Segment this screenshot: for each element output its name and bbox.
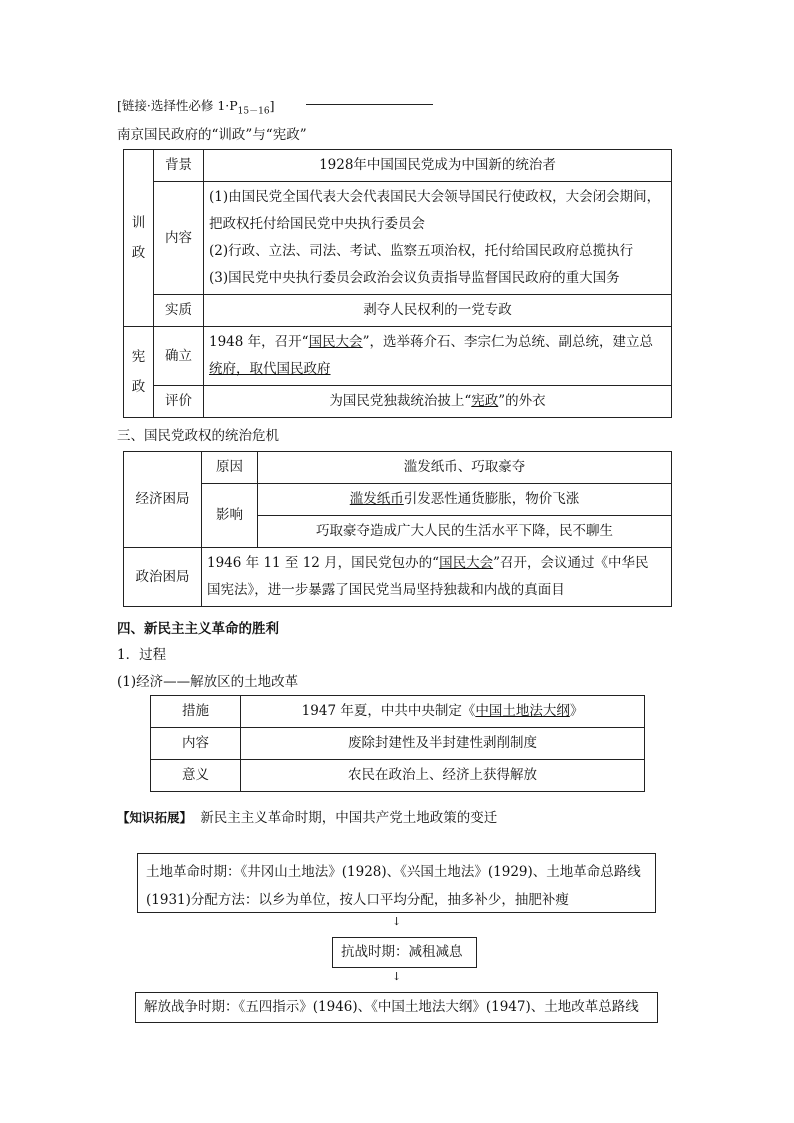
- knowledge-title: 新民主主义革命时期，中国共产党土地政策的变迁: [200, 810, 498, 826]
- evaluation-label: 评价: [154, 386, 204, 418]
- land-reform-table: [150, 695, 645, 792]
- link-ref-pages: 15－16: [237, 106, 270, 117]
- crisis-table: [123, 451, 672, 607]
- table-row: [124, 150, 672, 182]
- background-label: 背景: [154, 150, 204, 182]
- impact-value-2: 巧取豪夺造成广大人民的生活水平下降，民不聊生: [258, 516, 672, 548]
- measures-value: 1947 年夏，中共中央制定《中国土地法大纲》: [241, 696, 645, 728]
- establish-label: 确立: [154, 327, 204, 386]
- xianzheng-label: 宪 政: [124, 327, 154, 418]
- meaning-label: 意义: [151, 760, 241, 792]
- section4-heading: 四、新民主主义革命的胜利: [117, 621, 279, 637]
- process-subheading: 1．过程: [117, 647, 167, 663]
- background-value: 1928年中国国民党成为中国新的统治者: [204, 150, 672, 182]
- impact-label: 影响: [202, 484, 258, 548]
- land-revolution-box: 土地革命时期：《井冈山土地法》(1928)、《兴国土地法》(1929)、土地革命总路线 (1931)分配方法：以乡为单位，按人口平均分配，抽多补少，抽肥补瘦: [137, 853, 656, 913]
- down-arrow-icon: ↓: [392, 915, 402, 928]
- link-ref-rule: [306, 104, 433, 105]
- link-ref-prefix: [链接·选择性必修 1·P: [117, 98, 238, 113]
- land-content-value: 废除封建性及半封建性剥削制度: [241, 728, 645, 760]
- reason-label: 原因: [202, 452, 258, 484]
- economy-subheading: (1)经济——解放区的土地改革: [117, 674, 299, 690]
- establish-value: 1948 年，召开“国民大会”，选举蒋介石、李宗仁为总统、副总统，建立总 统府，取代国民政府: [204, 327, 672, 386]
- evaluation-value: 为国民党独裁统治披上“宪政”的外衣: [204, 386, 672, 418]
- xunzheng-label: 训 政: [124, 150, 154, 327]
- table-row: [124, 484, 672, 516]
- table-row: [124, 327, 672, 386]
- content-label: 内容: [154, 182, 204, 295]
- econ-label: 经济困局: [124, 452, 202, 548]
- table-row: [124, 548, 672, 607]
- knowledge-extension-line: [117, 806, 497, 826]
- link-ref-suffix: ]: [269, 98, 275, 113]
- meaning-value: 农民在政治上、经济上获得解放: [241, 760, 645, 792]
- table-row: [124, 386, 672, 418]
- link-reference: [117, 96, 274, 117]
- liberation-war-box: 解放战争时期：《五四指示》(1946)、《中国土地法大纲》(1947)、土地改革总路线: [135, 992, 658, 1023]
- table-row: [151, 728, 645, 760]
- table-row: [124, 182, 672, 295]
- training-section-title: 南京国民政府的“训政”与“宪政”: [117, 127, 307, 143]
- anti-japanese-box: 抗战时期：减租减息: [332, 937, 477, 968]
- table-row: [124, 295, 672, 327]
- training-constitution-table: [123, 149, 672, 418]
- measures-label: 措施: [151, 696, 241, 728]
- reason-value: 滥发纸币、巧取豪夺: [258, 452, 672, 484]
- impact-value-1: 滥发纸币引发恶性通货膨胀，物价飞涨: [258, 484, 672, 516]
- down-arrow-icon: ↓: [392, 970, 402, 983]
- land-content-label: 内容: [151, 728, 241, 760]
- political-label: 政治困局: [124, 548, 202, 607]
- section3-heading: 三、国民党政权的统治危机: [117, 428, 279, 444]
- essence-value: 剥夺人民权利的一党专政: [204, 295, 672, 327]
- content-value: (1)由国民党全国代表大会代表国民大会领导国民行使政权，大会闭会期间， 把政权托付给国民党中央执行委员会 (2)行政、立法、司法、考试、监察五项治权，托付给国民政府总揽执行 (3)国民党中央执行委员会政治会议负责指导监督国民政府的重大国务: [204, 182, 672, 295]
- table-row: [124, 452, 672, 484]
- table-row: [151, 696, 645, 728]
- knowledge-tag: 【知识拓展】: [117, 810, 193, 825]
- essence-label: 实质: [154, 295, 204, 327]
- table-row: [151, 760, 645, 792]
- political-value: 1946 年 11 至 12 月，国民党包办的“国民大会”召开，会议通过《中华民 国宪法》，进一步暴露了国民党当局坚持独裁和内战的真面目: [202, 548, 672, 607]
